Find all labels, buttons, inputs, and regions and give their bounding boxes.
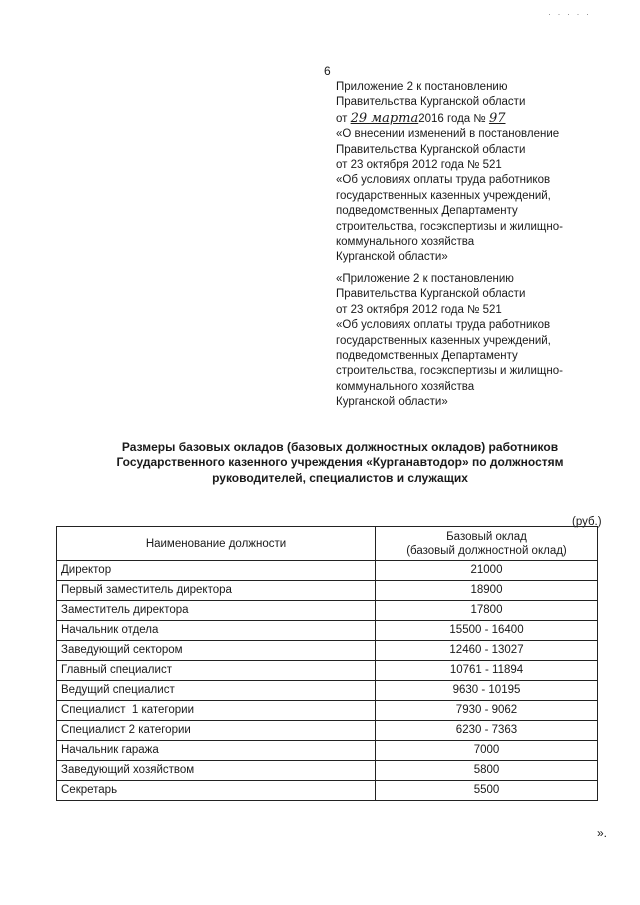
table-row [57, 561, 598, 581]
appendix-line: Курганской области» [336, 396, 448, 409]
position-cell: Секретарь [57, 781, 376, 801]
table-row [57, 641, 598, 661]
salary-cell: 15500 - 16400 [376, 621, 598, 641]
appendix-line: строительства, госэкспертизы и жилищно- [336, 365, 563, 378]
appendix-line: от 23 октября 2012 года № 521 [336, 159, 502, 172]
page-number: 6 [324, 64, 331, 78]
appendix-line: государственных казенных учреждений, [336, 334, 551, 347]
appendix-line: Правительства Курганской области [336, 288, 526, 301]
position-cell: Специалист 2 категории [57, 721, 376, 741]
salary-cell: 5800 [376, 761, 598, 781]
appendix-header-amendment [336, 80, 563, 266]
appendix-date-line [336, 111, 563, 127]
table-row [57, 721, 598, 741]
position-cell: Начальник отдела [57, 621, 376, 641]
table-row [57, 601, 598, 621]
header-salary [376, 527, 598, 561]
date-prefix: от [336, 112, 348, 125]
salary-cell: 5500 [376, 781, 598, 801]
handwritten-number: 97 [488, 110, 506, 126]
handwritten-date: 29 марта [350, 110, 419, 126]
title-line: Государственного казенного учреждения «Курганавтодор» по должностям [116, 455, 564, 470]
salary-cell: 10761 - 11894 [376, 661, 598, 681]
salary-cell: 17800 [376, 601, 598, 621]
table-row [57, 741, 598, 761]
appendix-line: коммунального хозяйства [336, 236, 475, 249]
position-cell: Директор [57, 561, 376, 581]
position-cell: Ведущий специалист [57, 681, 376, 701]
appendix-line: «Приложение 2 к постановлению [336, 273, 514, 285]
table-row [57, 761, 598, 781]
table-row [57, 681, 598, 701]
closing-quote-mark: ». [597, 826, 608, 840]
date-suffix: 2016 года № [418, 112, 486, 125]
appendix-line: Правительства Курганской области [336, 143, 526, 156]
salary-cell: 21000 [376, 561, 598, 581]
salary-cell: 6230 - 7363 [376, 721, 598, 741]
table-row [57, 621, 598, 641]
scan-artifact-mark: · · · · · [548, 9, 591, 19]
header-salary-line: Базовый оклад [446, 530, 527, 543]
title-line: руководителей, специалистов и служащих [212, 470, 468, 485]
appendix-line: Курганской области» [336, 251, 448, 264]
appendix-line: строительства, госэкспертизы и жилищно- [336, 220, 563, 233]
position-cell: Специалист 1 категории [57, 701, 376, 721]
appendix-line: «Об условиях оплаты труда работников [336, 319, 551, 332]
appendix-line: «Об условиях оплаты труда работников [336, 174, 551, 187]
salary-cell: 9630 - 10195 [376, 681, 598, 701]
appendix-line: подведомственных Департаменту [336, 205, 518, 218]
appendix-line: коммунального хозяйства [336, 380, 475, 393]
title-line: Размеры базовых окладов (базовых должностных окладов) работников [121, 440, 559, 454]
salary-cell: 12460 - 13027 [376, 641, 598, 661]
currency-note: (руб.) [572, 516, 602, 528]
position-cell: Заведующий сектором [57, 641, 376, 661]
position-cell: Заведующий хозяйством [57, 761, 376, 781]
salary-table [56, 526, 598, 801]
appendix-line: Правительства Курганской области [336, 96, 526, 109]
appendix-line: Приложение 2 к постановлению [336, 81, 508, 93]
position-cell: Начальник гаража [57, 741, 376, 761]
header-position: Наименование должности [57, 527, 376, 561]
appendix-line: от 23 октября 2012 года № 521 [336, 303, 502, 316]
salary-cell: 7000 [376, 741, 598, 761]
appendix-line: государственных казенных учреждений, [336, 189, 551, 202]
position-cell: Первый заместитель директора [57, 581, 376, 601]
appendix-line: «О внесении изменений в постановление [336, 128, 560, 141]
appendix-header-original [336, 272, 563, 411]
table-row [57, 661, 598, 681]
position-cell: Заместитель директора [57, 601, 376, 621]
salary-cell: 18900 [376, 581, 598, 601]
position-cell: Главный специалист [57, 661, 376, 681]
header-salary-line: (базовый должностной оклад) [406, 544, 567, 557]
table-row [57, 701, 598, 721]
appendix-line: подведомственных Департаменту [336, 350, 518, 363]
document-title [60, 440, 620, 486]
table-row [57, 581, 598, 601]
salary-cell: 7930 - 9062 [376, 701, 598, 721]
table-header-row [57, 527, 598, 561]
table-row [57, 781, 598, 801]
